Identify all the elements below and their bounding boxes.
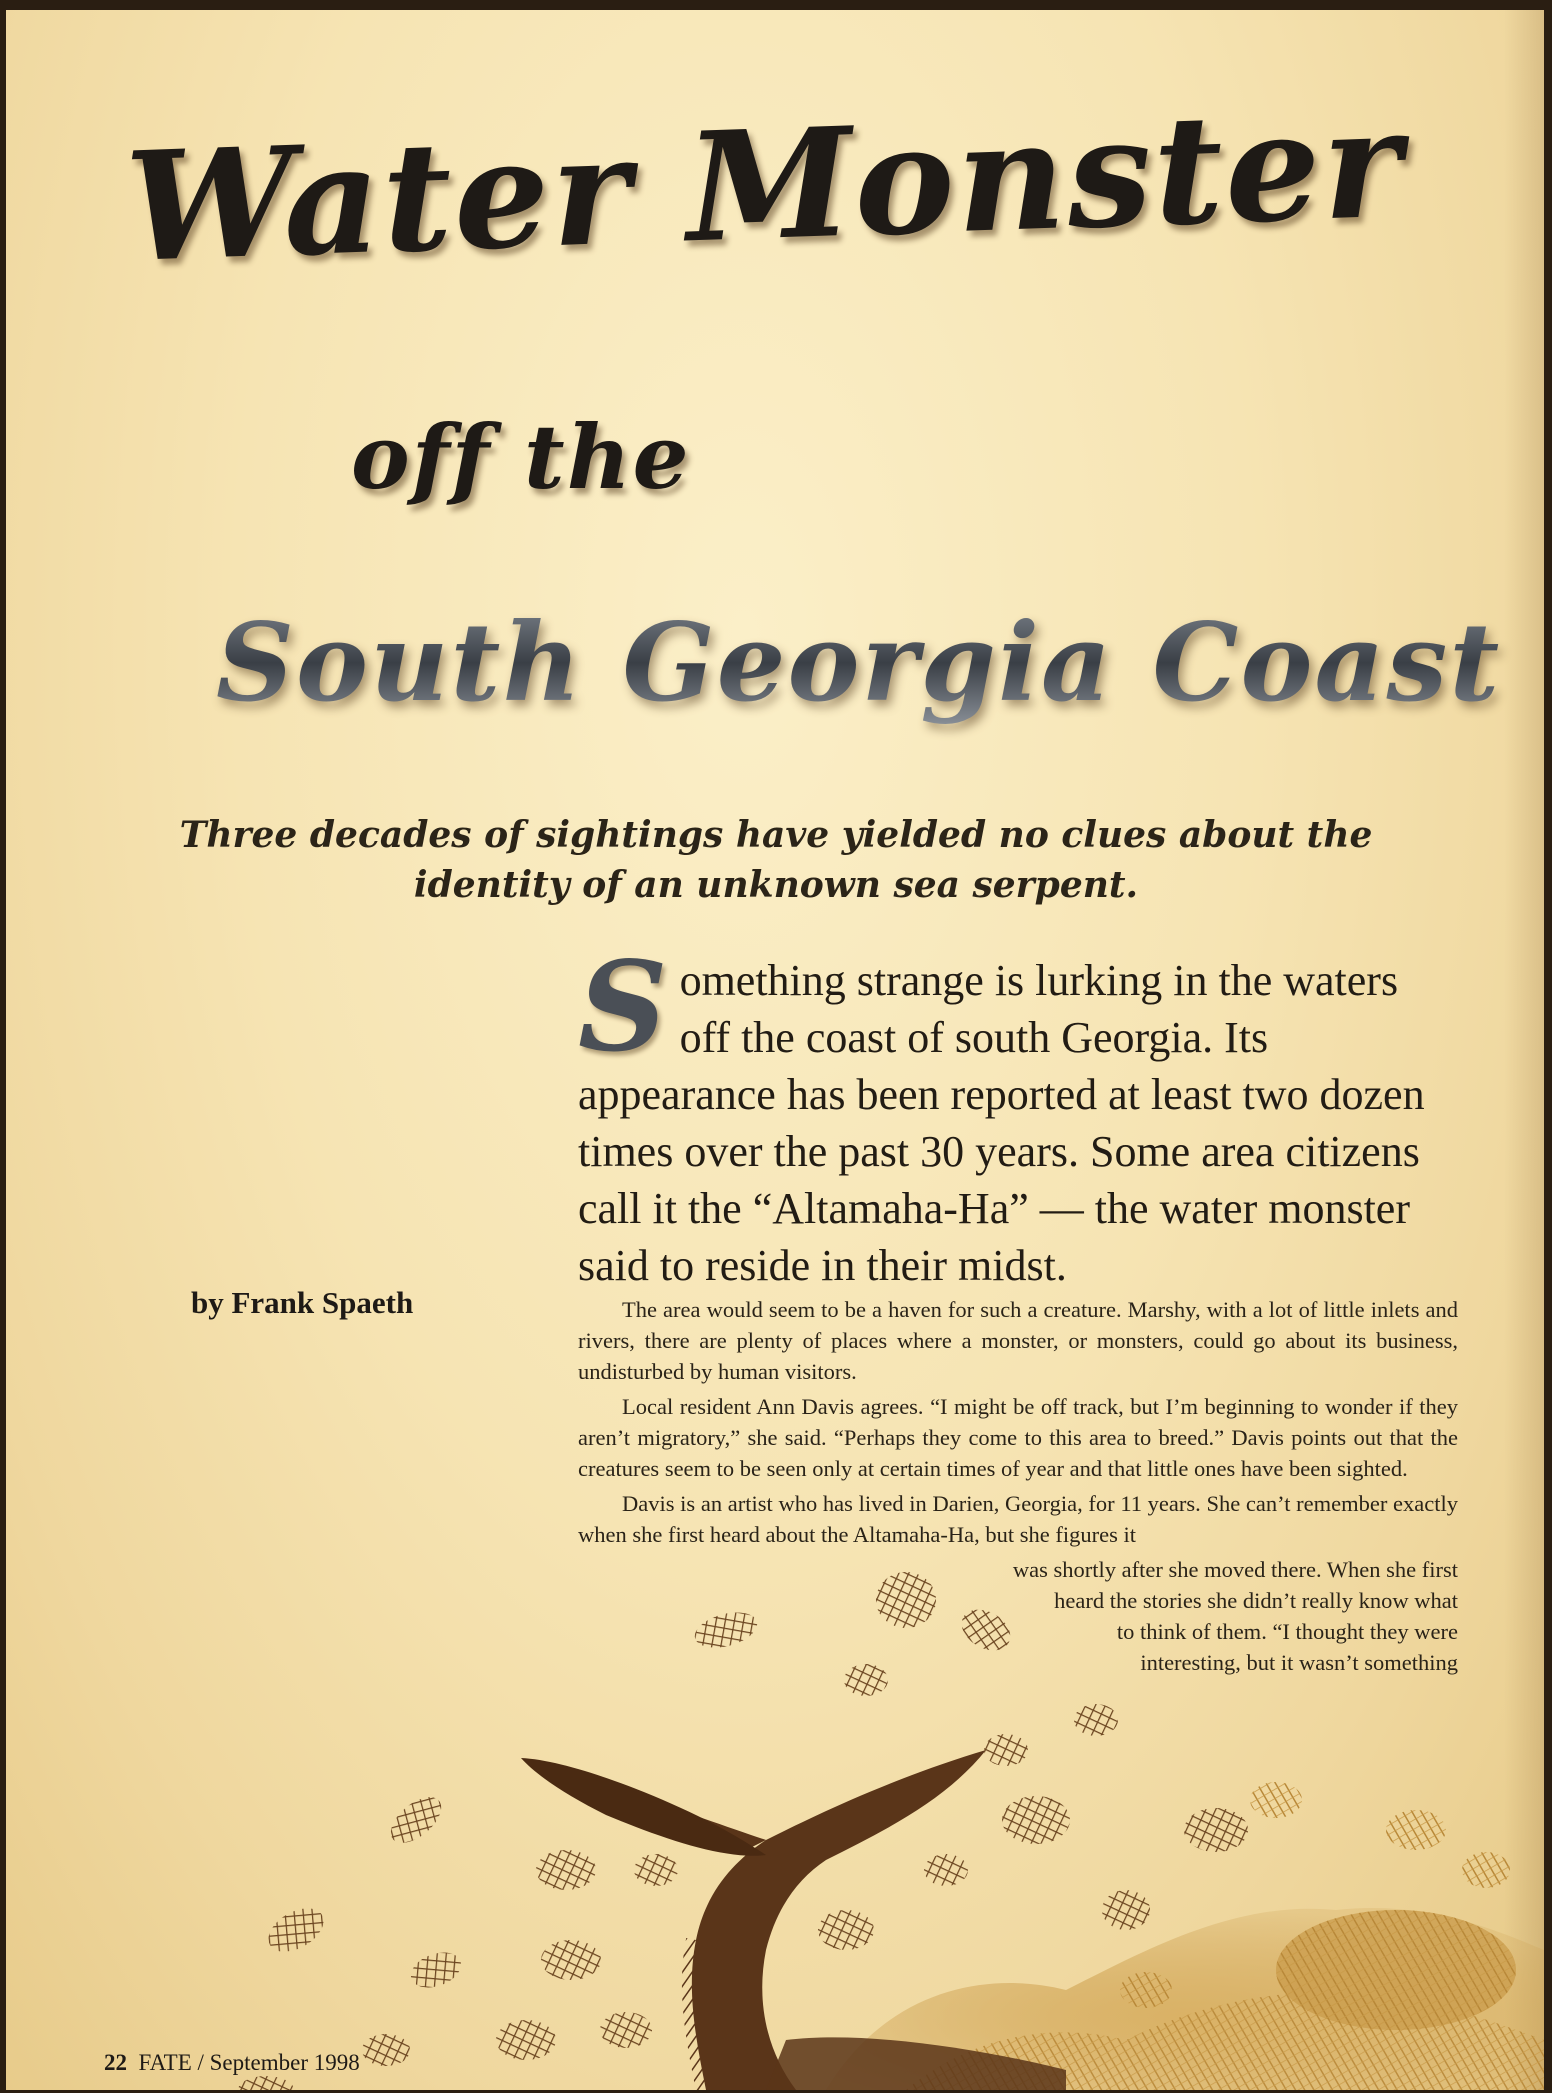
title-line-2: off the (351, 405, 691, 509)
body-wrap-line-1: was shortly after she moved there. When she first (1012, 1557, 1458, 1582)
title-line-1: Water Monster (122, 75, 1407, 296)
lead-text: omething strange is lurking in the waters off the coast of south Georgia. Its appearance has been reported at least two dozen times over the past 30 years. Some area citizens call it the “Altamaha-Ha” — the water monster said to reside in their midst. (578, 956, 1425, 1290)
byline: by Frank Spaeth (191, 1285, 414, 1320)
title-line-3: South Georgia Coast (216, 600, 1502, 726)
body-wrap-line-2: heard the stories she didn’t really know what (1054, 1588, 1458, 1613)
drop-cap: S (578, 935, 668, 1080)
page-footer (104, 2050, 360, 2076)
magazine-page (6, 10, 1544, 2090)
page-number: 22 (104, 2050, 127, 2075)
body-wrap-line-3: to think of them. “I thought they were (1116, 1619, 1458, 1644)
whale-tail-illustration (6, 1570, 1544, 2090)
body-paragraph-2: Local resident Ann Davis agrees. “I might be off track, but I’m beginning to wonder if they aren’t migratory,” she said. “Perhaps they come to this area to breed.” Davis points out that the creatures seem to be seen only at certain times of year and that little ones have been sighted. (578, 1394, 1458, 1481)
body-paragraph-3: Davis is an artist who has lived in Darien, Georgia, for 11 years. She can’t remember exactly when she first heard about the Altamaha-Ha, but she figures it (578, 1491, 1458, 1547)
article-deck: Three decades of sightings have yielded no clues about the identity of an unknown sea serpent. (179, 814, 1373, 906)
publication-info: FATE / September 1998 (138, 2050, 360, 2075)
body-wrap-line-4: interesting, but it wasn’t something (1140, 1650, 1458, 1675)
body-paragraph-1: The area would seem to be a haven for such a creature. Marshy, with a lot of little inlets and rivers, there are plenty of places where a monster, or monsters, could go about its business, undisturbed by human visitors. (578, 1297, 1458, 1384)
lead-paragraph (578, 935, 1458, 1294)
